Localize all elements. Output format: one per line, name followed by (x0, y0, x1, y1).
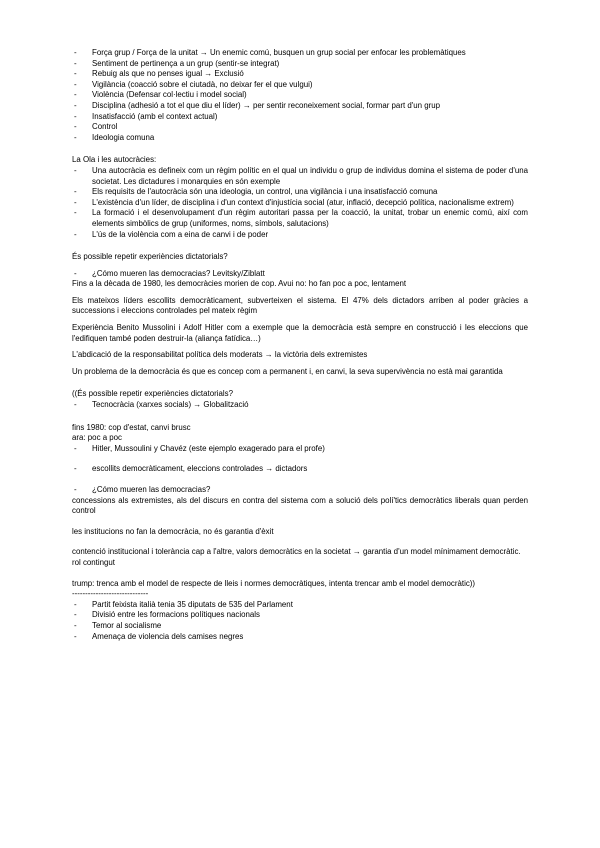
list-item: - ¿Cómo mueren las democracias? (72, 485, 528, 496)
list-item: - Vigilància (coacció sobre el ciutadà, no deixar fer el que vulgui) (72, 80, 528, 91)
list-item: - L'ús de la violència com a eina de canvi i de poder (72, 230, 528, 241)
list-book-reference (72, 269, 528, 280)
list-item: - Sentiment de pertinença a un grup (sentir-se integrat) (72, 59, 528, 70)
paragraph-mussolini-hitler: Experiència Benito Mussolini i Adolf Hitler com a exemple que la democràcia està sempre en construcció i les eleccions que l'edifiquen també poden destruir-la (aliança fatídica…) (72, 323, 528, 343)
question-heading-2: ((És possible repetir experiències dictatorials? (72, 389, 233, 399)
note-rol: rol contingut (72, 557, 115, 567)
list-item: - Violència (Defensar col·lectiu i model social) (72, 90, 528, 101)
list-item: - Força grup / Força de la unitat → Un enemic comú, busquen un grup social per enfocar les problemàtiques (72, 48, 528, 59)
list-how-democracies-die (72, 485, 528, 496)
document-page (72, 48, 528, 642)
list-elected (72, 464, 528, 475)
list-item: - Rebuig als que no penses igual → Exclusió (72, 69, 528, 80)
paragraph-containment: contenció institucional i tolerància cap a l'altre, valors democràtics en la societat → garantia d'un model mínimament democràtic. (72, 547, 521, 557)
list-item: - Temor al socialisme (72, 621, 528, 632)
paragraph-institutions: les institucions no fan la democràcia, no és garantia d'èxit (72, 526, 274, 536)
list-item: - Partit feixista italià tenia 35 diputats de 535 del Parlament (72, 600, 528, 611)
list-item: - Disciplina (adhesió a tot el que diu el líder) → per sentir reconeixement social, formar part d'un grup (72, 101, 528, 112)
paragraph-47-percent: Els mateixos líders escollits democràticament, subverteixen el sistema. El 47% dels dictadors arriben al poder gràcies a successions i eleccions controlades pel mateix règim (72, 295, 528, 316)
note-fins-1980: fins 1980: cop d'estat, canvi brusc (72, 422, 191, 432)
note-ara: ara: poc a poc (72, 433, 123, 443)
list-item: - Hitler, Mussoulini y Chavéz (este ejemplo exagerado para el profe) (72, 444, 528, 455)
paragraph-trump: trump: trenca amb el model de respecte de lleis i normes democràtiques, intenta trencar amb el model democràtic)) (72, 578, 476, 588)
question-heading: És possible repetir experiències dictatorials? (72, 252, 228, 262)
list-item: - ¿Cómo mueren las democracias? Levitsky/Ziblatt (72, 269, 528, 280)
list-item: - Amenaça de violencia dels camises negres (72, 632, 528, 643)
paragraph-1980: Fins a la dècada de 1980, les democràcies morien de cop. Avui no: ho fan poc a poc, lentament (72, 279, 407, 289)
list-autocracies (72, 166, 528, 240)
paragraph-abdication: L'abdicació de la responsabilitat política dels moderats → la victòria dels extremistes (72, 350, 368, 360)
paragraph-concessions: concessions als extremistes, als del discurs en contra del sistema com a solució dels polí'tics democràtics liberals quan perden control (72, 495, 528, 516)
list-item: - Divisió entre les formacions polítiques nacionals (72, 610, 528, 621)
separator-line: ----------------------------- (72, 589, 149, 599)
paragraph-democracy-problem: Un problema de la democràcia és que es concep com a permanent i, en canvi, la seva supervivència no està mai garantida (72, 366, 503, 376)
list-group-factors (72, 48, 528, 143)
list-item: - Ideologia comuna (72, 133, 528, 144)
list-item: - Una autocràcia es defineix com un règim polític en el qual un individu o grup de individus domina el sistema de poder d'una societat. Les dictadures i monarquies en són exemple (72, 166, 528, 187)
list-item: - Control (72, 122, 528, 133)
list-item: - Insatisfacció (amb el context actual) (72, 112, 528, 123)
list-item: - escollits democràticament, eleccions controlades → dictadors (72, 464, 528, 475)
list-item: - Tecnocràcia (xarxes socials) → Globalització (72, 400, 528, 411)
list-item: - Els requisits de l'autocràcia són una ideologia, un control, una vigilància i una insatisfacció comuna (72, 187, 528, 198)
section-heading-autocracies: La Ola i les autocràcies: (72, 155, 157, 165)
list-italian-fascism (72, 600, 528, 642)
list-leaders (72, 444, 528, 455)
list-item: - La formació i el desenvolupament d'un règim autoritari passa per la coacció, la unitat, trobar un enemic comú, així com elements simbòlics de grup (uniformes, noms, símbols, salutacions) (72, 208, 528, 229)
list-technocracy (72, 400, 528, 411)
list-item: - L'existència d'un líder, de disciplina i d'un context d'injustícia social (atur, inflació, decepció política, nacionalisme extrem) (72, 198, 528, 209)
